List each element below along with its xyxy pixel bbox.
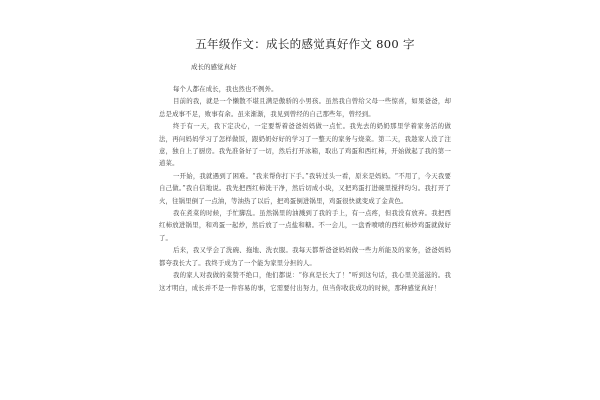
paragraph: 终于有一天，我下定决心，一定要帮着爸爸妈妈做一点忙。我先去的奶奶那里学着家务活的做法，再问妈妈学习了怎样做饭，跟奶奶好好的学习了一整天的家务与烧菜。第二天，我趁家人没了注意，独自上了厨房。我先准备好了一切，然后打开冰箱，取出了鸡蛋和西红柿，开始做起了我的第一道菜。 (159, 122, 451, 168)
paragraph: 后来，我又学会了洗碗、拖地、洗衣服。我每天都帮爸爸妈妈做一些力所能及的家务，爸爸妈妈都夸我长大了。我终于成为了一个能为家里分担的人。 (159, 246, 451, 267)
paragraph: 我的家人对我做的菜赞不绝口，他们都说：“你真是长大了！”听到这句话，我心里美滋滋的。我这才明白，成长并不是一件容易的事，它需要付出努力，但当你收获成功的时候，那种感觉真好！ (159, 271, 451, 292)
paragraph: 一开始，我就遇到了困难。“我来帮你打下手。”我转过头一看，原来是妈妈。“不用了，今天我要自己做。”我自信地说。我先把西红柿洗干净，然后切成小块，又把鸡蛋打进碗里搅拌均匀。我打开了火，往锅里倒了一点油，等油热了以后，把鸡蛋倒进锅里，鸡蛋很快就变成了金黄色。 (159, 171, 451, 205)
document-subtitle: 成长的感觉真好 (191, 63, 237, 71)
paragraph: 我在煮菜的时候，手忙脚乱。虽然锅里的油溅到了我的手上，有一点疼，但我没有放弃。我把西红柿放进锅里，和鸡蛋一起炒，然后放了一点盐和糖。不一会儿，一盘香喷喷的西红柿炒鸡蛋就做好了。 (159, 209, 451, 242)
document-title: 五年级作文：成长的感觉真好作文 800 字 (195, 37, 415, 51)
paragraph: 每个人都在成长，我也然也不例外。 (173, 85, 278, 93)
document-page (155, 28, 455, 398)
paragraph: 目前的我，就是一个懒散不堪且满是傲骄的小男孩。虽然我自曾给父母一些惊喜，如果爸爸，却总是成事不足，败事有余。虽来渐渐，我见到曾经的自己那些年，曾经到。 (159, 97, 451, 118)
